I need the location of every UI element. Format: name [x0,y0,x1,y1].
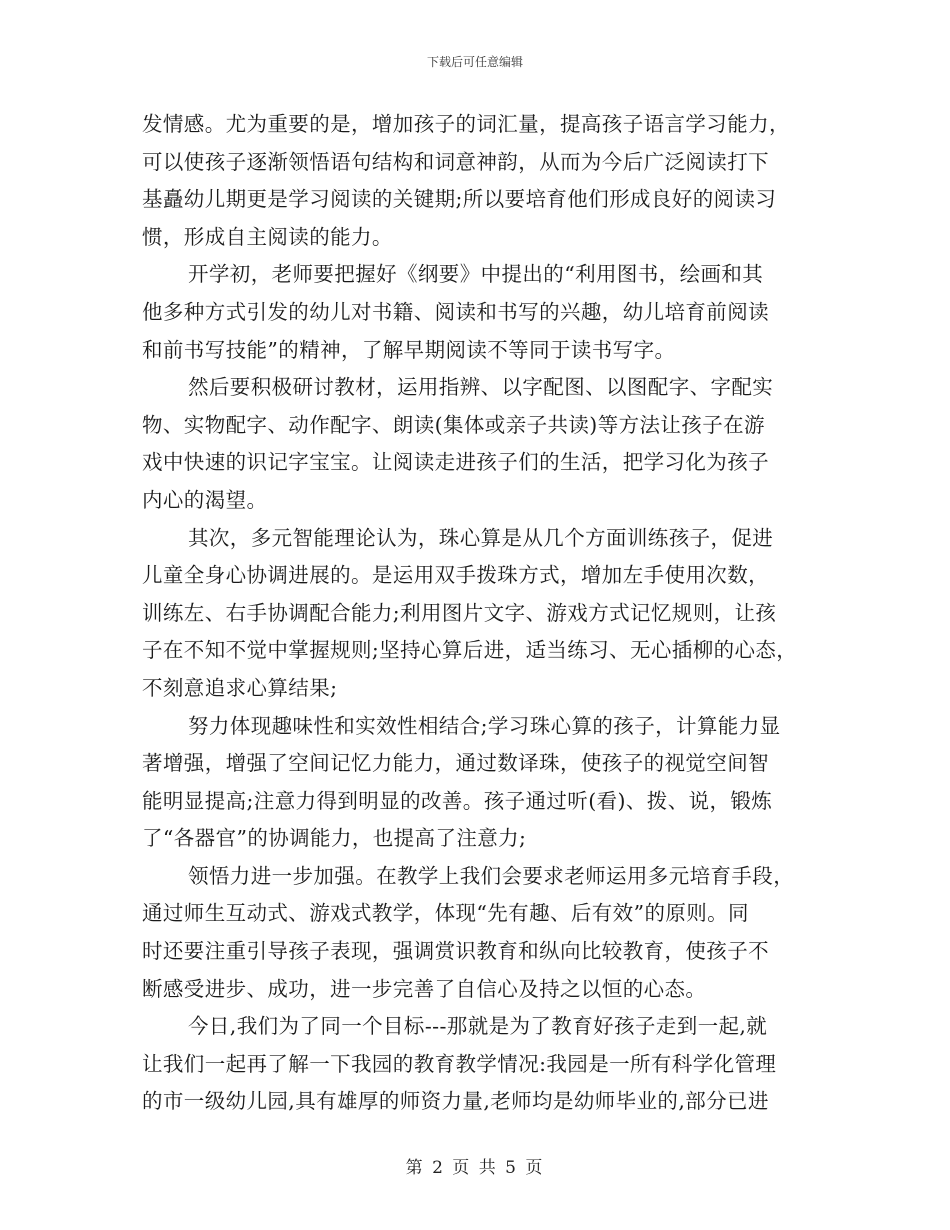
text-line: 领悟力进一步加强。在教学上我们会要求老师运用多元培育手段， [188,863,795,888]
text-line: 能明显提高;注意力得到明显的改善。孩子通过听(看)、拨、说，锻炼 [142,788,773,813]
text-line: 断感受进步、成功，进一步完善了自信心及持之以恒的心态。 [142,976,707,1001]
document-body [142,106,822,1121]
text-line: 努力体现趣味性和实效性相结合;学习珠心算的孩子，计算能力显 [188,713,781,738]
text-line: 可以使孩子逐渐领悟语句结构和词意神韵，从而为今后广泛阅读打下 [142,149,769,174]
paragraph-5 [142,708,822,858]
text-line: 内心的渴望。 [142,487,268,512]
paragraph-1 [142,106,822,256]
text-line: 基矗幼儿期更是学习阅读的关键期;所以要培育他们形成良好的阅读习 [142,187,777,212]
text-line: 著增强，增强了空间记忆力能力，通过数译珠，使孩子的视觉空间智 [142,751,769,776]
paragraph-2 [142,256,822,369]
text-line: 今日,我们为了同一个目标---那就是为了教育好孩子走到一起,就 [188,1014,768,1039]
text-line: 惯，形成自主阅读的能力。 [142,224,393,249]
text-line: 子在不知不觉中掌握规则;坚持心算后进，适当练习、无心插柳的心态， [142,638,798,663]
text-line: 了“各器官”的协调能力，也提高了注意力; [142,826,527,851]
text-line: 发情感。尤为重要的是，增加孩子的词汇量，提高孩子语言学习能力， [142,112,790,136]
text-line: 训练左、右手协调配合能力;利用图片文字、游戏方式记忆规则，让孩 [142,600,777,625]
text-line: 的市一级幼儿园,具有雄厚的师资力量,老师均是幼师毕业的,部分已进 [142,1089,769,1114]
text-line: 让我们一起再了解一下我园的教育教学情况:我园是一所有科学化管理 [142,1051,777,1076]
text-line: 通过师生互动式、游戏式教学，体现“先有趣、后有效”的原则。同 [142,901,749,926]
text-line: 和前书写技能”的精神，了解早期阅读不等同于读书写字。 [142,337,676,362]
text-line: 他多种方式引发的幼儿对书籍、阅读和书写的兴趣，幼儿培育前阅读 [142,299,769,324]
text-line: 开学初，老师要把握好《纲要》中提出的“利用图书，绘画和其 [188,262,764,287]
text-line: 其次，多元智能理论认为，珠心算是从几个方面训练孩子，促进 [188,525,774,550]
page-header: 下载后可任意编辑 [426,55,523,69]
paragraph-7 [142,1008,822,1121]
page-number: 第 2 页 共 5 页 [405,1158,545,1178]
text-line: 时还要注重引导孩子表现，强调赏识教育和纵向比较教育，使孩子不 [142,939,769,964]
paragraph-6 [142,858,822,1008]
text-line: 然后要积极研讨教材，运用指辨、以字配图、以图配字、字配实 [188,375,774,400]
paragraph-3 [142,369,822,519]
text-line: 戏中快速的识记字宝宝。让阅读走进孩子们的生活，把学习化为孩子 [142,450,769,475]
text-line: 儿童全身心协调进展的。是运用双手拨珠方式，增加左手使用次数， [142,563,769,588]
paragraph-4 [142,520,822,708]
text-line: 物、实物配字、动作配字、朗读(集体或亲子共读)等方法让孩子在游 [142,412,765,437]
text-line: 不刻意追求心算结果; [142,675,338,700]
